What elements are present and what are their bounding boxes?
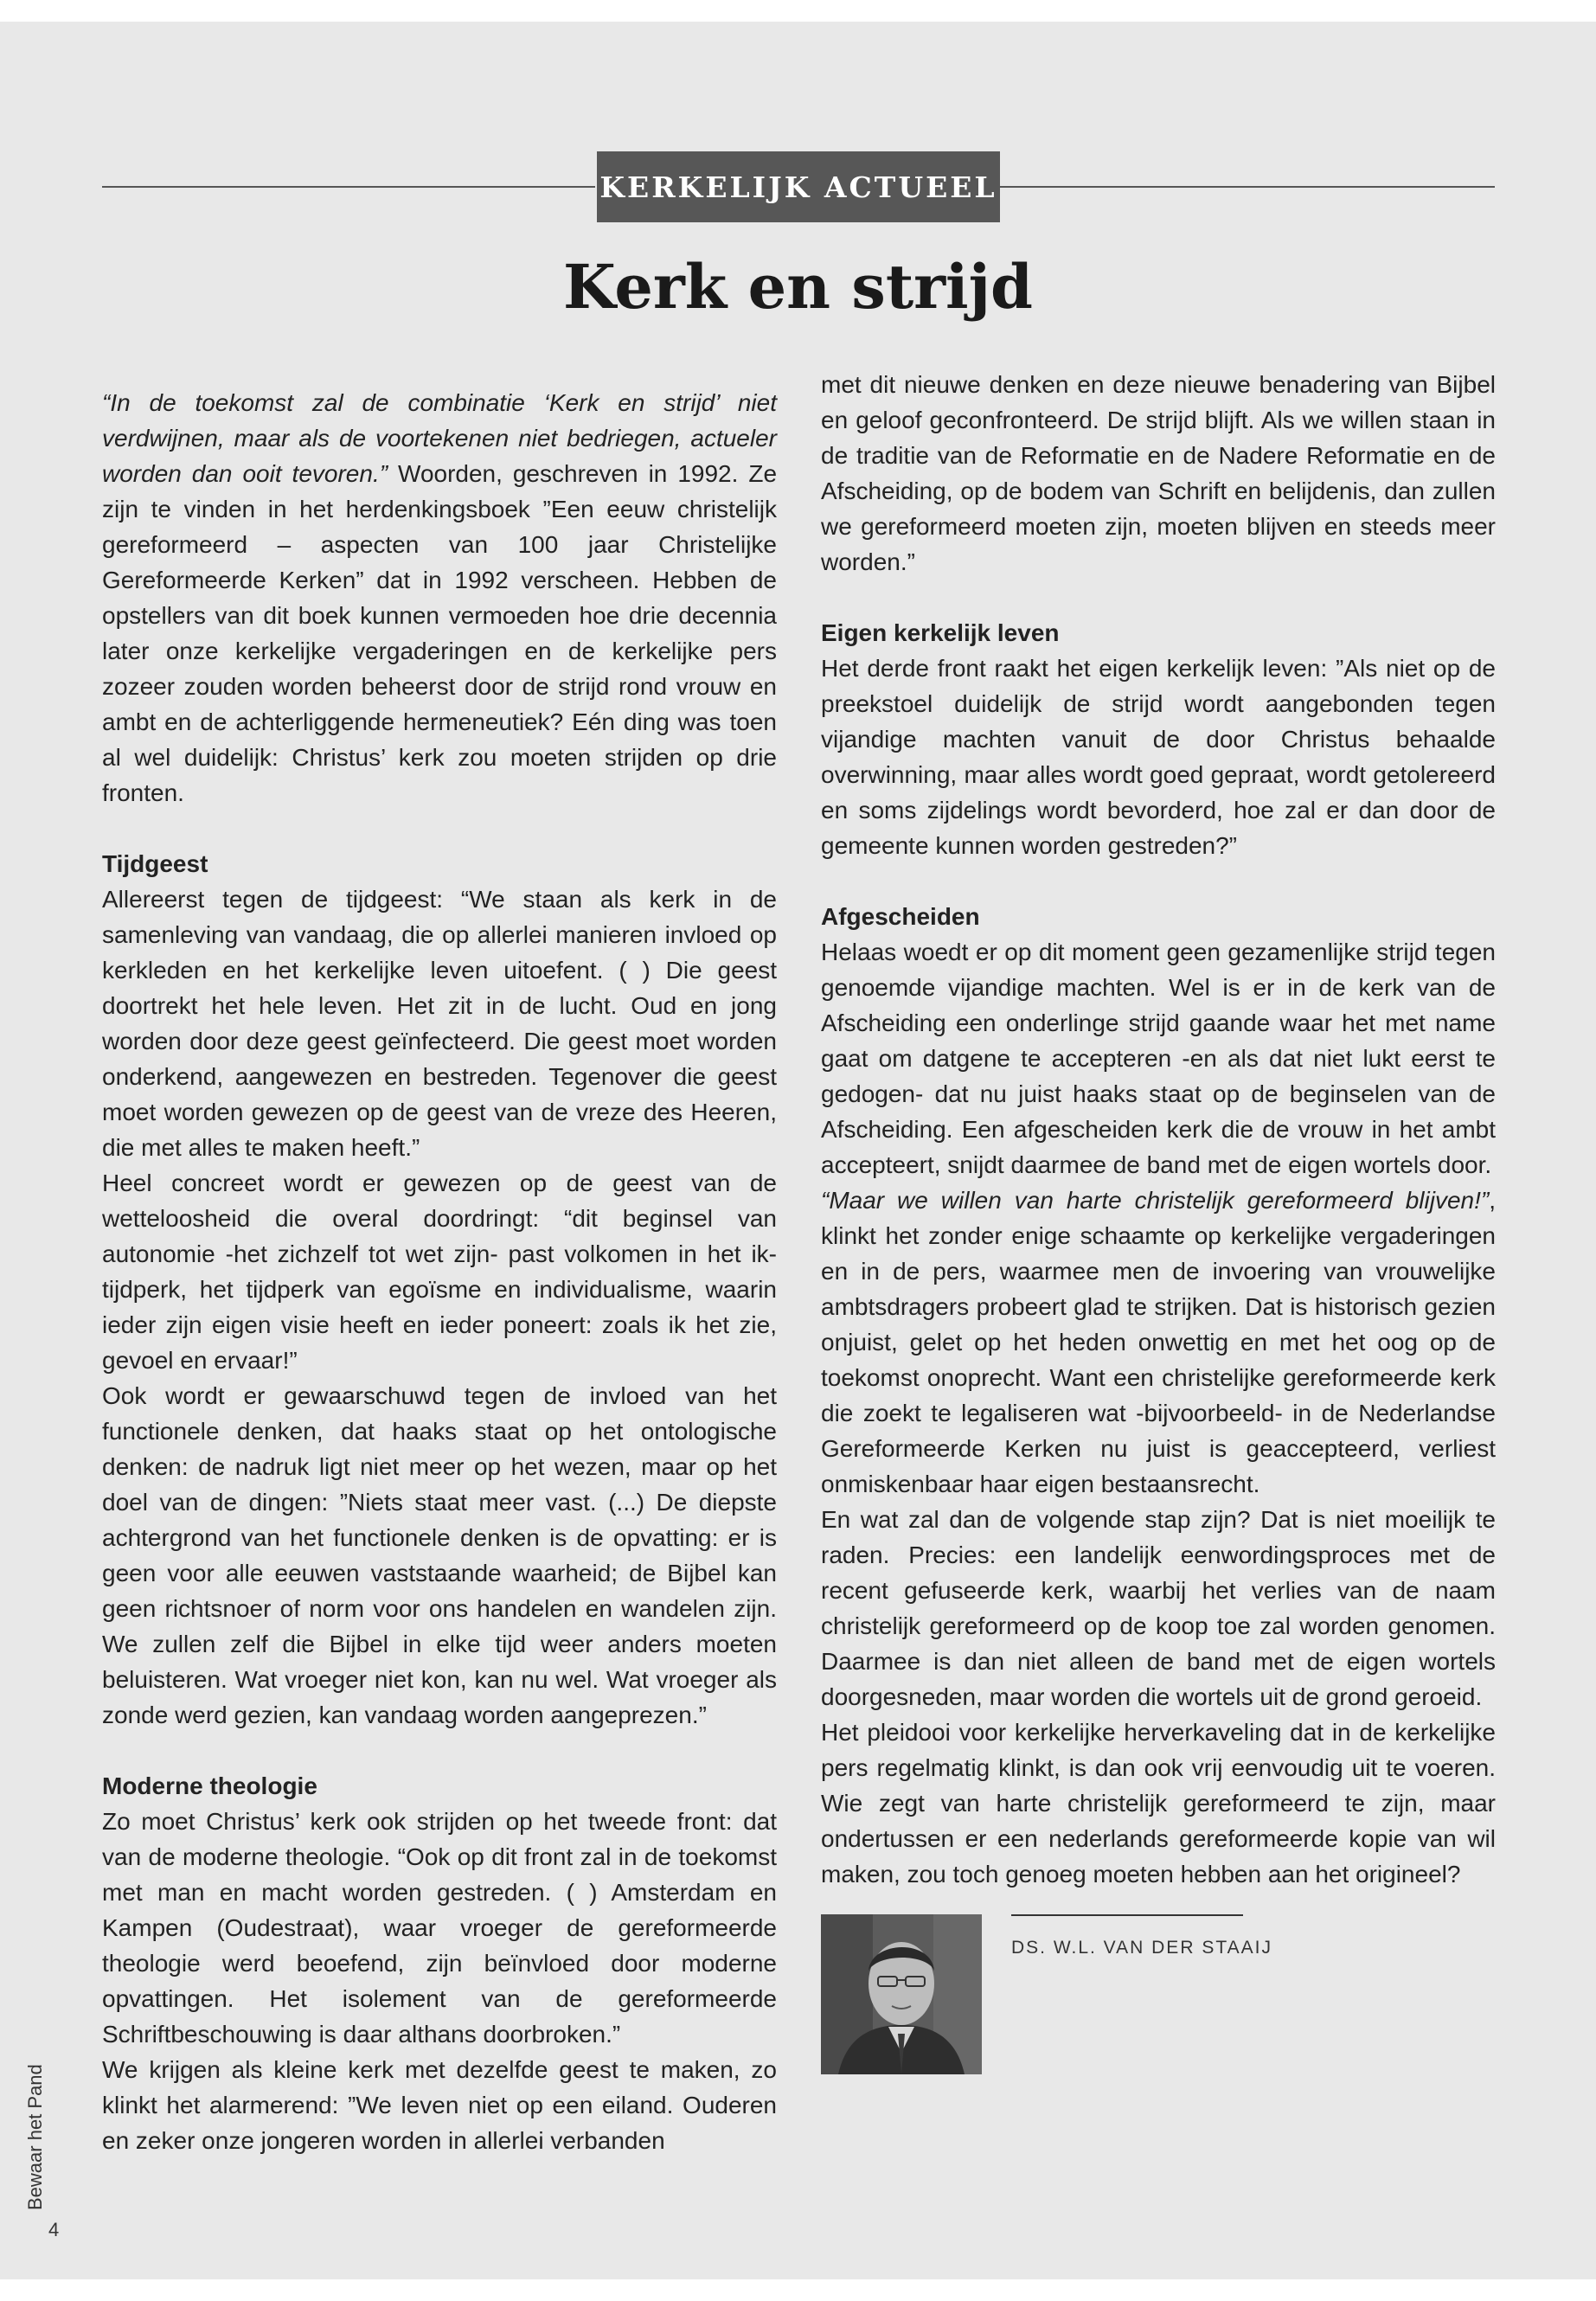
afgescheiden-quote: “Maar we willen van harte christelijk gereformeerd blijven!” [821, 1187, 1490, 1214]
continuation-paragraph: met dit nieuwe denken en deze nieuwe benadering van Bijbel en geloof geconfronteerd. De strijd blijft. Als we willen staan in de traditie van de Reformatie en de Nadere Reformatie en de Afscheiding, op de bodem van Schrift en belijdenis, dan zullen we gereformeerd moeten zijn, moeten blijven en steeds meer worden.” [821, 371, 1496, 575]
author-block [821, 1914, 1496, 2079]
heading-afgescheiden: Afgescheiden [821, 903, 980, 930]
tijdgeest-paragraph-3: Ook wordt er gewaarschuwd tegen de invloed van het functionele denken, dat haaks staat op het ontologische denken: de nadruk ligt niet meer op het wezen, maar op het doel van de dingen: ”Niets staat meer vast. (...) De diepste achtergrond van het functionele denken is de opvatting: er is geen voor alle eeuwen vaststaande waarheid; de Bijbel kan geen richtsnoer of norm voor ons handelen en wandelen zijn. We zullen zelf die Bijbel in elke tijd weer anders moeten beluisteren. Wat vroeger niet kon, kan nu wel. Wat vroeger als zonde werd gezien, kan vandaag worden aangeprezen.” [102, 1382, 777, 1728]
author-photo [821, 1914, 982, 2074]
tijdgeest-paragraph-2: Heel concreet wordt er gewezen op de geest van de wetteloosheid die overal doordringt: “dit beginsel van autonomie -het zichzelf tot wet zijn- past volkomen in het ik-tijdperk, het tijdperk van egoïsme en individualisme, waarin ieder zijn eigen visie heeft en ieder poneert: zoals ik het zie, gevoel en ervaar!” [102, 1170, 777, 1374]
author-portrait-image [821, 1914, 982, 2074]
author-rule [1011, 1914, 1243, 1916]
afgescheiden-paragraph-4: Het pleidooi voor kerkelijke herverkaveling dat in de kerkelijke pers regelmatig klinkt, is dan ook vrij eenvoudig uit te voeren. Wie zegt van harte christelijk gereformeerd te zijn, maar ondertussen er een nederlands gereformeerde kopie van wil maken, zou toch genoeg moeten hebben aan het origineel? [821, 1719, 1496, 1888]
intro-quote: “In de toekomst zal de combinatie ‘Kerk en strijd’ niet verdwijnen, maar als de voortekenen niet bedriegen, actueler worden dan ooit tevoren.” [102, 389, 777, 487]
theologie-paragraph-1: Zo moet Christus’ kerk ook strijden op het tweede front: dat van de moderne theologie. “Ook op dit front zal in de toekomst met man en macht worden gestreden. ( ) Amsterdam en Kampen (Oudestraat), waar vroeger de gereformeerde theologie werd beoefend, zijn beïnvloed door moderne opvattingen. Het isolement van de gereformeerde Schriftbeschouwing is daar althans doorbroken.” [102, 1808, 777, 2048]
theologie-paragraph-2: We krijgen als kleine kerk met dezelfde geest te maken, zo klinkt het alarmerend: ”We leven niet op een eiland. Ouderen en zeker onze jongeren worden in allerlei verbanden [102, 2056, 777, 2154]
page-number: 4 [48, 2219, 60, 2240]
heading-tijdgeest: Tijdgeest [102, 850, 208, 877]
afgescheiden-paragraph-1: Helaas woedt er op dit moment geen gezamenlijke strijd tegen genoemde vijandige machten. Wel is er in de kerk van de Afscheiding een onderlinge strijd gaande waar het met name gaat om datgene te accepteren -en als dat niet lukt eerst te gedogen- dat nu juist haaks staat op de beginselen van de Afscheiding. Een afgescheiden kerk die de vrouw in het ambt accepteert, snijdt daarmee de band met de eigen wortels door. [821, 939, 1496, 1178]
intro-paragraph [102, 385, 777, 811]
afgescheiden-paragraph-3: En wat zal dan de volgende stap zijn? Dat is niet moeilijk te raden. Precies: een landelijk eenwordingsproces met de recent gefuseerde kerk, waarbij het verlies van de naam christelijk gereformeerd op de koop toe zal worden genomen. Daarmee is dan niet alleen de band met de eigen wortels doorgesneden, maar worden die wortels uit de grond geroeid. [821, 1506, 1496, 1710]
tijdgeest-paragraph-1: Allereerst tegen de tijdgeest: “We staan als kerk in de samenleving van vandaag, die op allerlei manieren invloed op kerkleden en het kerkelijke leven uitoefent. ( ) Die geest doortrekt het hele leven. Het zit in de lucht. Oud en jong worden door deze geest geïnfecteerd. Die geest moet worden onderkend, aangewezen en bestreden. Tegenover die geest moet worden gewezen op de geest van de vreze des Heeren, die met alles te maken heeft.” [102, 886, 777, 1161]
page [0, 22, 1596, 2279]
heading-eigen-kerkelijk-leven: Eigen kerkelijk leven [821, 619, 1060, 646]
section-label: KERKELIJK ACTUEEL [597, 151, 1000, 222]
heading-moderne-theologie: Moderne theologie [102, 1772, 317, 1799]
eigen-paragraph-1: Het derde front raakt het eigen kerkelijk leven: ”Als niet op de preekstoel duidelijk de strijd wordt aangebonden tegen vijandige machten vanuit de door Christus behaalde overwinning, maar alles wordt goed gepraat, wordt getolereerd en soms zijdelings wordt bevorderd, hoe zal er dan door de gemeente kunnen worden gestreden?” [821, 655, 1496, 859]
afgescheiden-text: , klinkt het zonder enige schaamte op kerkelijke vergaderingen en in de pers, waarmee men de invoering van vrouwelijke ambtsdragers probeert glad te strijken. Dat is historisch gezien onjuist, gelet op het heden onwettig en met het oog op de toekomst onoprecht. Want een christelijke gereformeerde kerk die zoekt te legaliseren wat -bijvoorbeeld- in de Nederlandse Gereformeerde Kerken nu juist is geaccepteerd, verliest onmiskenbaar haar eigen bestaansrecht. [821, 1187, 1496, 1497]
author-name: DS. W.L. VAN DER STAAIJ [1011, 1938, 1272, 1958]
right-column [821, 367, 1496, 2079]
magazine-name: Bewaar het Pand [24, 2064, 46, 2210]
afgescheiden-paragraph-2 [821, 1183, 1496, 1502]
left-column [102, 385, 777, 2158]
intro-text: Woorden, geschreven in 1992. Ze zijn te vinden in het herdenkingsboek ”Een eeuw christelijk gereformeerd – aspecten van 100 jaar Christelijke Gereformeerde Kerken” dat in 1992 verscheen. Hebben de opstellers van dit boek kunnen vermoeden hoe drie decennia later onze kerkelijke vergaderingen en de kerkelijke pers zozeer zouden worden beheerst door de strijd rond vrouw en ambt en de achterliggende hermeneutiek? Eén ding was toen al wel duidelijk: Christus’ kerk zou moeten strijden op drie fronten. [102, 460, 778, 806]
header-rule-left [102, 186, 595, 188]
header-rule-right [1000, 186, 1495, 188]
article-title: Kerk en strijd [563, 251, 1033, 323]
